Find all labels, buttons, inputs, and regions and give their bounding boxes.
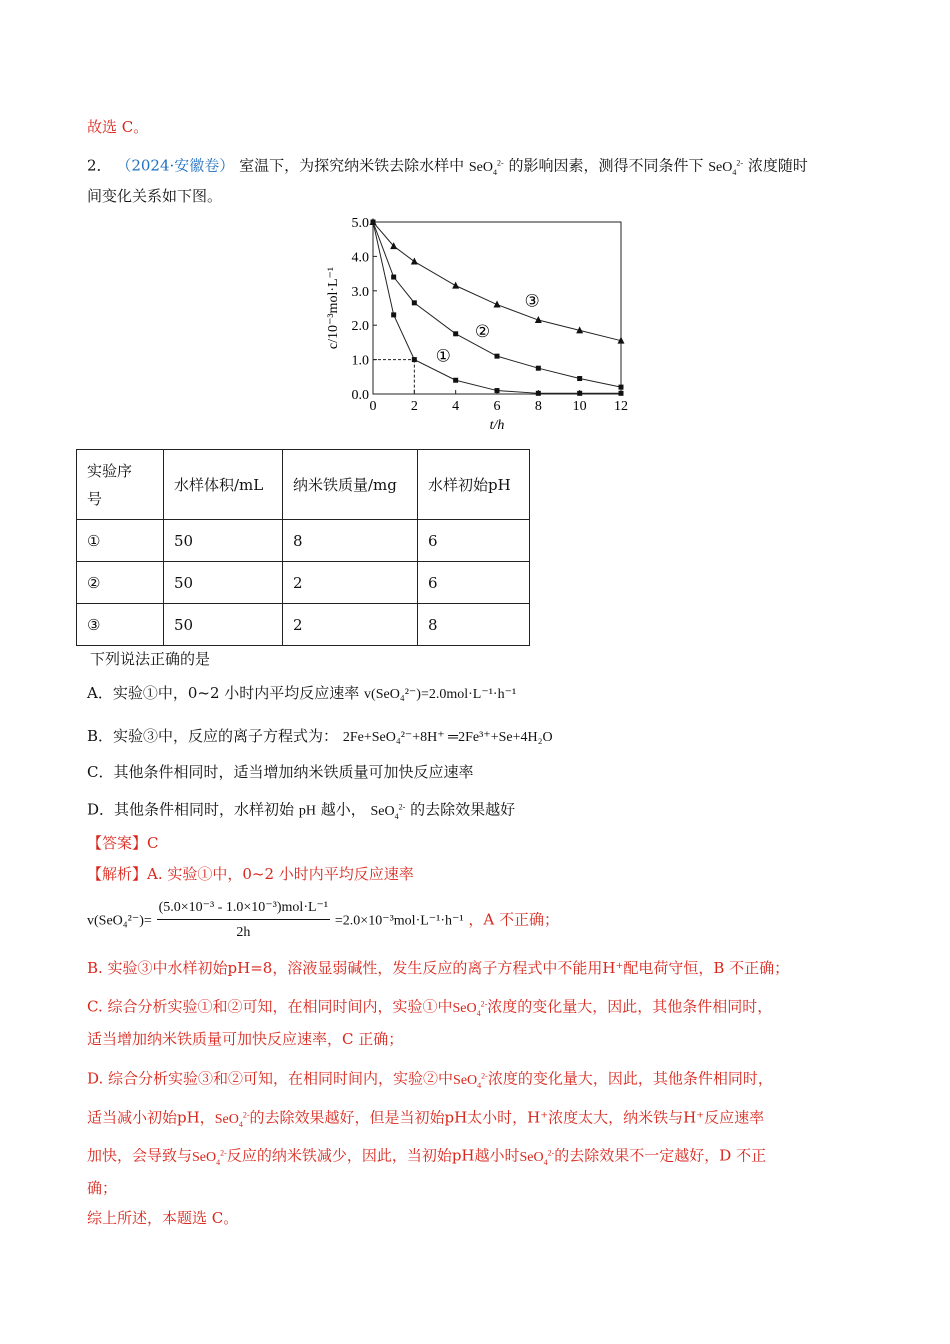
table-header-cell: 实验序 号 xyxy=(77,450,164,520)
fraction-denominator: 2h xyxy=(236,925,251,940)
data-point-square xyxy=(391,275,396,280)
data-point-triangle xyxy=(452,282,459,289)
y-tick-label: 2.0 xyxy=(351,319,369,335)
y-tick-label: 0.0 xyxy=(351,388,369,403)
table-header-row xyxy=(77,450,530,520)
table-cell: 2 xyxy=(283,562,418,604)
option-b-text: B．实验③中，反应的离子方程式为： xyxy=(87,727,339,745)
table-row xyxy=(77,604,530,646)
experiment-table xyxy=(76,449,530,646)
seo4-formula: SeO$_4^{2-}$ xyxy=(214,1110,250,1129)
option-d-text2: 越小， xyxy=(320,800,366,819)
seo4-formula: SeO$_4^{2-}$ xyxy=(370,802,406,821)
data-point-square xyxy=(577,391,582,396)
data-point-square xyxy=(536,391,541,396)
x-tick-label: 4 xyxy=(452,399,460,414)
seo4-formula: SeO$_4^{2-}$ xyxy=(708,158,744,177)
data-point-square xyxy=(495,354,500,359)
analysis-label: 【解析】 xyxy=(87,865,148,883)
analysis-d-line1: D. 综合分析实验③和②可知，在相同时间内，实验②中SeO$_4^{2-}$浓度的变化量大，因此，其他条件相同时， xyxy=(87,1069,773,1090)
question-stem-line1 xyxy=(87,153,808,182)
analysis-d-line2: 适当减小初始pH，SeO$_4^{2-}$的去除效果越好，但是当初始pH太小时，H⁺浓度太大，纳米铁与H⁺反应速率 xyxy=(87,1108,765,1129)
question-prompt: 下列说法正确的是 xyxy=(90,650,211,668)
data-point-square xyxy=(495,388,500,393)
x-tick-label: 8 xyxy=(534,399,542,414)
table-cell: 8 xyxy=(283,520,418,562)
y-tick-label: 1.0 xyxy=(351,353,369,369)
question-number: 2． xyxy=(87,156,112,175)
seo4-formula: SeO$_4^{2-}$ xyxy=(192,1148,227,1167)
data-point-square xyxy=(412,300,417,305)
rate-fraction xyxy=(157,897,331,944)
table-row xyxy=(77,520,530,562)
rate-expression: v(SeO₄²⁻)= xyxy=(87,913,152,929)
series-line xyxy=(373,222,621,341)
table-cell: 50 xyxy=(164,604,283,646)
seo4-formula: SeO$_4^{2-}$ xyxy=(453,1071,488,1090)
y-tick-label: 5.0 xyxy=(351,216,369,231)
analysis-b: B. 实验③中水样初始pH=8，溶液显弱碱性，发生反应的离子方程式中不能用H⁺配电荷守恒，B 不正确； xyxy=(87,959,790,977)
stem-part1: 室温下，为探究纳米铁去除水样中 xyxy=(239,156,465,175)
table-header-cell: 水样体积/mL xyxy=(164,450,283,520)
x-tick-label: 2 xyxy=(410,399,418,414)
option-b-equation: 2Fe+SeO₄²⁻+8H⁺ ═2Fe³⁺+Se+4H₂O xyxy=(342,730,553,745)
data-point-square xyxy=(412,357,417,362)
option-a[interactable] xyxy=(87,683,516,705)
table-row xyxy=(77,562,530,604)
table-cell: ① xyxy=(77,520,164,562)
x-tick-label: 6 xyxy=(493,399,501,414)
table-cell: 50 xyxy=(164,520,283,562)
seo4-formula: SeO$_4^{2-}$ xyxy=(452,999,488,1018)
option-a-equation: v(SeO₄²⁻)=2.0mol·L⁻¹·h⁻¹ xyxy=(364,687,517,702)
x-tick-label: 10 xyxy=(572,399,587,414)
stem-part3: 浓度随时 xyxy=(747,156,808,175)
table-cell: 8 xyxy=(418,604,530,646)
table-cell: 6 xyxy=(418,562,530,604)
analysis-d-line4: 确； xyxy=(87,1179,118,1197)
analysis-d-line3: 加快，会导致与SeO$_4^{2-}$反应的纳米铁减少，因此，当初始pH越小时SeO$_4^{2-}$的去除效果不一定越好，D 不正 xyxy=(87,1146,767,1167)
series-label: ② xyxy=(474,322,491,343)
table-header-cell: 水样初始pH xyxy=(418,450,530,520)
data-point-triangle xyxy=(411,258,418,265)
series-label: ③ xyxy=(524,291,540,312)
seo4-formula: SeO$_4^{2-}$ xyxy=(519,1148,555,1167)
fraction-numerator: (5.0×10⁻³ - 1.0×10⁻³)mol·L⁻¹ xyxy=(157,897,331,920)
stem-part2: 的影响因素，测得不同条件下 xyxy=(508,156,704,175)
answer-label: 【答案】 xyxy=(87,834,148,852)
analysis-a-intro: 【解析】A. 实验①中，0~2 小时内平均反应速率 xyxy=(87,865,414,883)
series-line xyxy=(373,222,621,393)
option-c[interactable]: C．其他条件相同时，适当增加纳米铁质量可加快反应速率 xyxy=(87,763,474,781)
rate-result: =2.0×10⁻³mol·L⁻¹·h⁻¹ xyxy=(334,913,464,929)
y-tick-label: 3.0 xyxy=(351,284,369,300)
analysis-c-line1: C. 综合分析实验①和②可知，在相同时间内，实验①中SeO$_4^{2-}$浓度的变化量大，因此，其他条件相同时， xyxy=(87,997,773,1018)
data-point-square xyxy=(391,312,396,317)
plot-frame xyxy=(373,222,621,394)
option-d-text3: 的去除效果越好 xyxy=(410,800,516,819)
data-point-triangle xyxy=(494,301,501,308)
series-label: ① xyxy=(435,346,451,367)
option-b[interactable] xyxy=(87,726,553,748)
table-cell: ③ xyxy=(77,604,164,646)
x-tick-label: 0 xyxy=(369,399,377,414)
table-cell: 6 xyxy=(418,520,530,562)
question-stem-line2: 间变化关系如下图。 xyxy=(87,187,223,205)
y-axis-label: c/10⁻³mol·L⁻¹ xyxy=(326,266,341,350)
table-cell: 50 xyxy=(164,562,283,604)
table-cell: 2 xyxy=(283,604,418,646)
question-source: （2024·安徽卷） xyxy=(116,156,235,175)
data-point-square xyxy=(577,376,582,381)
data-point-square xyxy=(619,391,624,396)
concentration-time-chart xyxy=(310,210,640,445)
option-d[interactable] xyxy=(87,797,515,826)
analysis-a-equation xyxy=(87,897,559,944)
option-d-text1: D．其他条件相同时，水样初始 xyxy=(87,800,295,819)
y-tick-label: 4.0 xyxy=(351,250,369,266)
data-point-square xyxy=(619,385,624,390)
answer-value: C xyxy=(147,834,159,852)
option-a-text: A．实验①中，0~2 小时内平均反应速率 xyxy=(87,684,360,702)
data-point-square xyxy=(453,378,458,383)
x-tick-label: 12 xyxy=(614,399,628,414)
x-axis-label: t/h xyxy=(489,418,505,433)
analysis-a-tail: ，A 不正确； xyxy=(468,910,560,929)
analysis-c-line2: 适当增加纳米铁质量可加快反应速率，C 正确； xyxy=(87,1030,404,1048)
answer-line xyxy=(87,833,159,853)
previous-conclusion: 故选 C。 xyxy=(87,118,149,136)
table-cell: ② xyxy=(77,562,164,604)
seo4-formula: SeO$_4^{2-}$ xyxy=(468,158,504,177)
table-header-cell: 纳米铁质量/mg xyxy=(283,450,418,520)
data-point-square xyxy=(536,366,541,371)
ph-symbol: pH xyxy=(298,803,316,819)
data-point-square xyxy=(453,331,458,336)
final-conclusion: 综上所述，本题选 C。 xyxy=(87,1209,239,1227)
